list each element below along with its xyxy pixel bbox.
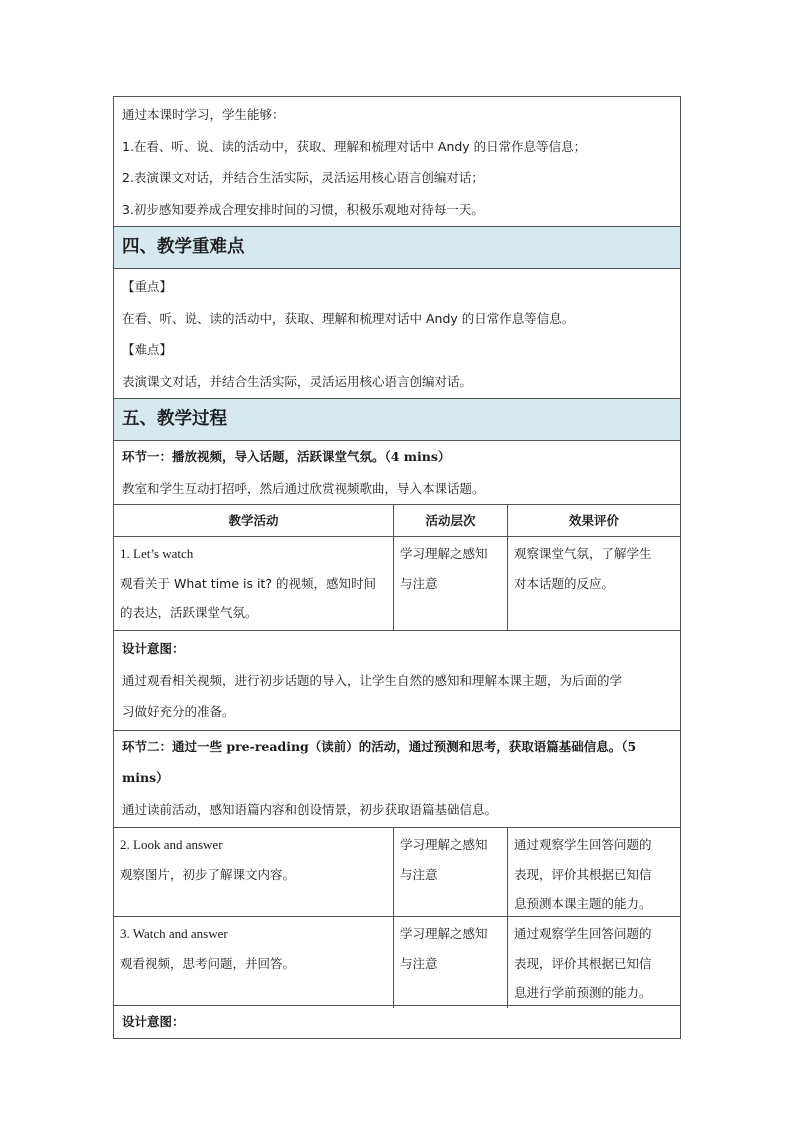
activity-3-cell (114, 917, 394, 1008)
activity-row-2 (114, 828, 680, 917)
activity-1-eval-line-1: 观察课堂气氛，了解学生 (514, 546, 652, 561)
lesson-plan-table (113, 96, 681, 1039)
activity-3-level-line-1: 学习理解之感知 (400, 926, 488, 941)
activity-1-desc-line-2: 的表达，活跃课堂气氛。 (120, 605, 258, 620)
activity-2-title: 2. Look and answer (120, 837, 223, 852)
activity-1-level (394, 537, 508, 630)
difficult-point-label: 【难点】 (122, 342, 173, 357)
activity-1-eval-line-2: 对本话题的反应。 (514, 575, 615, 591)
design-intent-1-block (114, 631, 680, 731)
activity-3-eval-line-2: 表现，评价其根据已知信 (514, 955, 652, 971)
design-intent-2-block (114, 1006, 680, 1039)
section-4-title: 四、教学重难点 (114, 227, 680, 269)
activity-2-eval-line-1: 通过观察学生回答问题的 (514, 837, 652, 852)
design-intent-1-line-1: 通过观看相关视频，进行初步话题的导入，让学生自然的感知和理解本课主题，为后面的学 (122, 672, 623, 688)
activity-3-eval-line-1: 通过观察学生回答问题的 (514, 926, 652, 941)
key-points-block (114, 269, 680, 399)
key-point-label: 【重点】 (122, 279, 173, 294)
activity-1-desc-line-1: 观看关于 What time is it? 的视频，感知时间 (120, 575, 376, 591)
activity-1-cell (114, 537, 394, 630)
activity-3-level (394, 917, 508, 1008)
activity-3-level-line-2: 与注意 (400, 955, 438, 971)
activity-1-level-line-2: 与注意 (400, 575, 438, 591)
objective-item-1: 1.在看、听、说、读的活动中，获取、理解和梳理对话中 Andy 的日常作息等信息； (122, 138, 587, 154)
activity-2-desc: 观察图片，初步了解课文内容。 (120, 866, 296, 882)
activity-1-title: 1. Let’s watch (120, 546, 194, 561)
activity-1-evaluation (508, 537, 680, 630)
stage-2-heading-line-1: 环节二：通过一些 pre-reading（读前）的活动，通过预测和思考，获取语篇基础信息。（5 (122, 738, 637, 754)
activity-2-eval-line-2: 表现，评价其根据已知信 (514, 866, 652, 882)
activity-row-1 (114, 537, 680, 631)
stage-1-desc: 教室和学生互动打招呼，然后通过欣赏视频歌曲，导入本课话题。 (122, 480, 485, 496)
activity-2-level-line-2: 与注意 (400, 866, 438, 882)
stage-2-desc: 通过读前活动，感知语篇内容和创设情景，初步获取语篇基础信息。 (122, 801, 498, 817)
section-5-title: 五、教学过程 (114, 399, 680, 441)
design-intent-2-label: 设计意图： (122, 1014, 185, 1029)
activity-3-desc: 观看视频，思考问题，并回答。 (120, 955, 296, 971)
header-evaluation: 效果评价 (568, 513, 619, 528)
activity-3-evaluation (508, 917, 680, 1008)
activity-3-title: 3. Watch and answer (120, 926, 228, 941)
activity-2-eval-line-3: 息预测本课主题的能力。 (514, 896, 652, 911)
activity-2-level-line-1: 学习理解之感知 (400, 837, 488, 852)
key-point-text: 在看、听、说、读的活动中，获取、理解和梳理对话中 Andy 的日常作息等信息。 (122, 310, 575, 326)
design-intent-1-label: 设计意图： (122, 641, 185, 656)
lesson-plan-box (113, 96, 681, 1039)
header-activity: 教学活动 (114, 505, 394, 536)
activity-table-header (114, 505, 680, 537)
activity-2-cell (114, 828, 394, 919)
activity-2-level (394, 828, 508, 919)
activity-3-eval-line-3: 息进行学前预测的能力。 (514, 985, 652, 1000)
header-level: 活动层次 (394, 505, 508, 536)
design-intent-1-line-2: 习做好充分的准备。 (122, 704, 235, 719)
objectives-intro: 通过本课时学习，学生能够： (122, 107, 285, 122)
stage-2-heading-line-2: mins） (122, 770, 169, 785)
objectives-block (114, 97, 680, 227)
activity-1-level-line-1: 学习理解之感知 (400, 546, 488, 561)
stage-1-block (114, 441, 680, 505)
activity-2-evaluation (508, 828, 680, 919)
difficult-point-text: 表演课文对话，并结合生活实际，灵活运用核心语言创编对话。 (122, 373, 473, 389)
stage-2-block (114, 731, 680, 829)
stage-1-heading: 环节一：播放视频，导入话题，活跃课堂气氛。（4 mins） (122, 449, 451, 464)
objective-item-3: 3.初步感知要养成合理安排时间的习惯，积极乐观地对待每一天。 (122, 201, 484, 217)
objective-item-2: 2.表演课文对话，并结合生活实际，灵活运用核心语言创编对话； (122, 170, 484, 185)
activity-row-3 (114, 917, 680, 1006)
